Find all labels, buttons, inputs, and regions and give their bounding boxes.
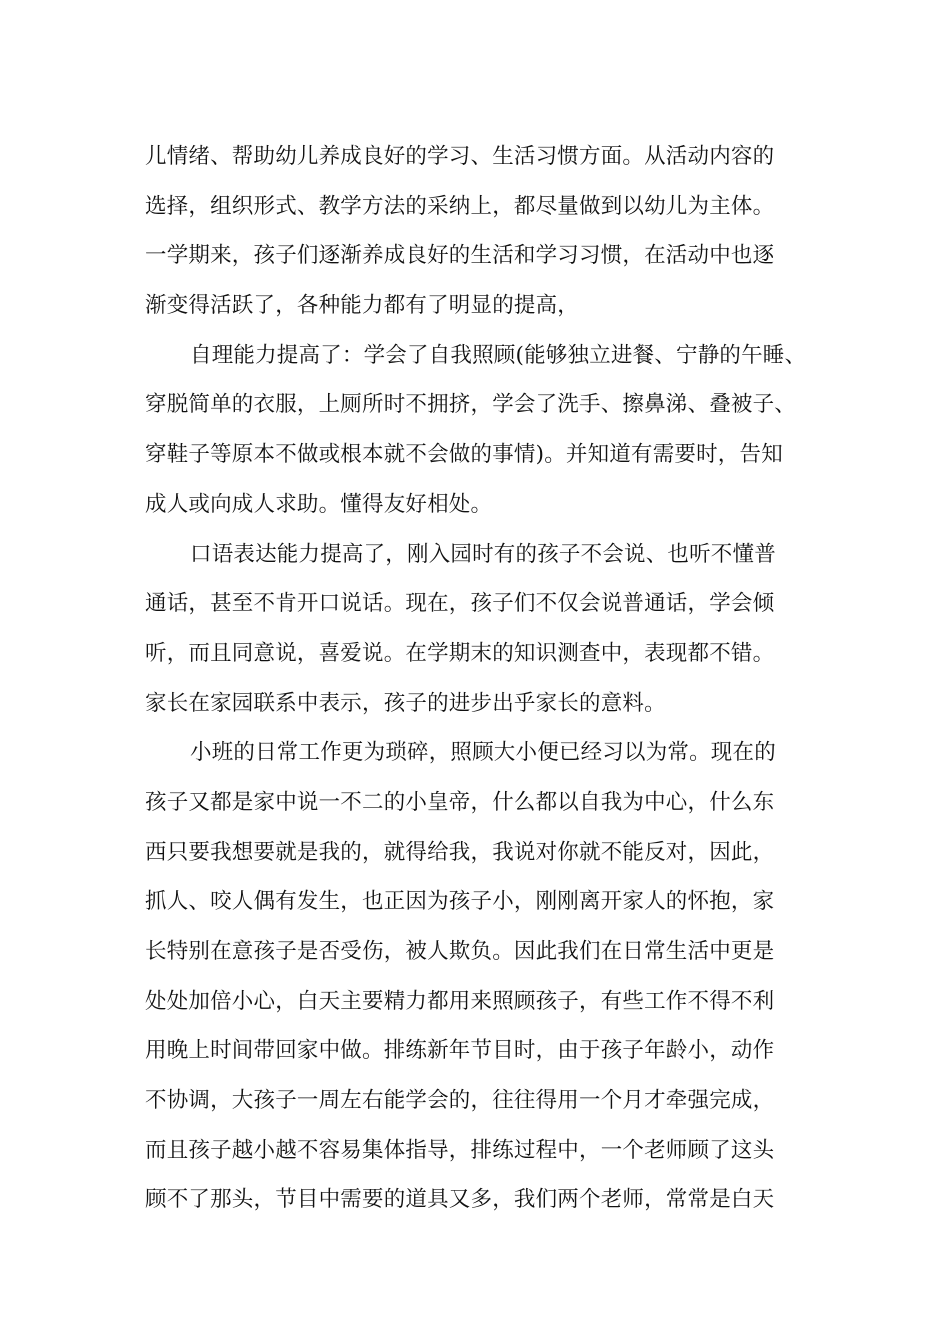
text-line: 口语表达能力提高了，刚入园时有的孩子不会说、也听不懂普 (190, 541, 776, 567)
text-line: 而且孩子越小越不容易集体指导，排练过程中，一个老师顾了这头 (145, 1137, 775, 1163)
text-line: 自理能力提高了：学会了自我照顾(能够独立进餐、宁静的午睡、 (190, 342, 807, 368)
paragraph-1 (145, 132, 815, 331)
text-line: 小班的日常工作更为琐碎，照顾大小便已经习以为常。现在的 (190, 740, 776, 766)
text-line: 长特别在意孩子是否受伤，被人欺负。因此我们在日常生活中更是 (145, 939, 775, 964)
text-line: 成人或向成人求助。懂得友好相处。 (145, 491, 493, 517)
text-line: 选择，组织形式、教学方法的采纳上，都尽量做到以幼儿为主体。 (145, 193, 775, 219)
body-text (145, 132, 815, 1225)
text-line: 用晚上时间带回家中做。排练新年节目时，由于孩子年龄小，动作 (145, 1038, 775, 1064)
text-line: 一学期来，孩子们逐渐养成良好的生活和学习习惯，在活动中也逐 (145, 243, 775, 269)
text-line: 听，而且同意说，喜爱说。在学期末的知识测查中，表现都不错。 (145, 640, 775, 666)
text-line: 家长在家园联系中表示，孩子的进步出乎家长的意料。 (145, 690, 666, 716)
paragraph-2 (145, 331, 815, 530)
text-line: 穿鞋子等原本不做或根本就不会做的事情)。并知道有需要时，告知 (145, 442, 783, 468)
text-line: 穿脱简单的衣服，上厕所时不拥挤，学会了洗手、擦鼻涕、叠被子、 (145, 392, 797, 418)
text-line: 不协调，大孩子一周左右能学会的，往往得用一个月才牵强完成， (145, 1088, 775, 1114)
text-line: 处处加倍小心，白天主要精力都用来照顾孩子，有些工作不得不利 (145, 988, 775, 1014)
text-line: 抓人、咬人偶有发生，也正因为孩子小，刚刚离开家人的怀抱，家 (145, 889, 775, 915)
text-line: 渐变得活跃了，各种能力都有了明显的提高， (145, 293, 580, 319)
text-line: 西只要我想要就是我的，就得给我，我说对你就不能反对，因此， (145, 839, 775, 865)
text-line: 通话，甚至不肯开口说话。现在，孩子们不仅会说普通话，学会倾 (145, 591, 775, 617)
paragraph-3 (145, 530, 815, 729)
paragraph-4 (145, 728, 815, 1225)
text-line: 儿情绪、帮助幼儿养成良好的学习、生活习惯方面。从活动内容的 (145, 144, 775, 169)
text-line: 顾不了那头，节目中需要的道具又多，我们两个老师，常常是白天 (145, 1187, 775, 1213)
text-line: 孩子又都是家中说一不二的小皇帝，什么都以自我为中心，什么东 (145, 789, 775, 815)
